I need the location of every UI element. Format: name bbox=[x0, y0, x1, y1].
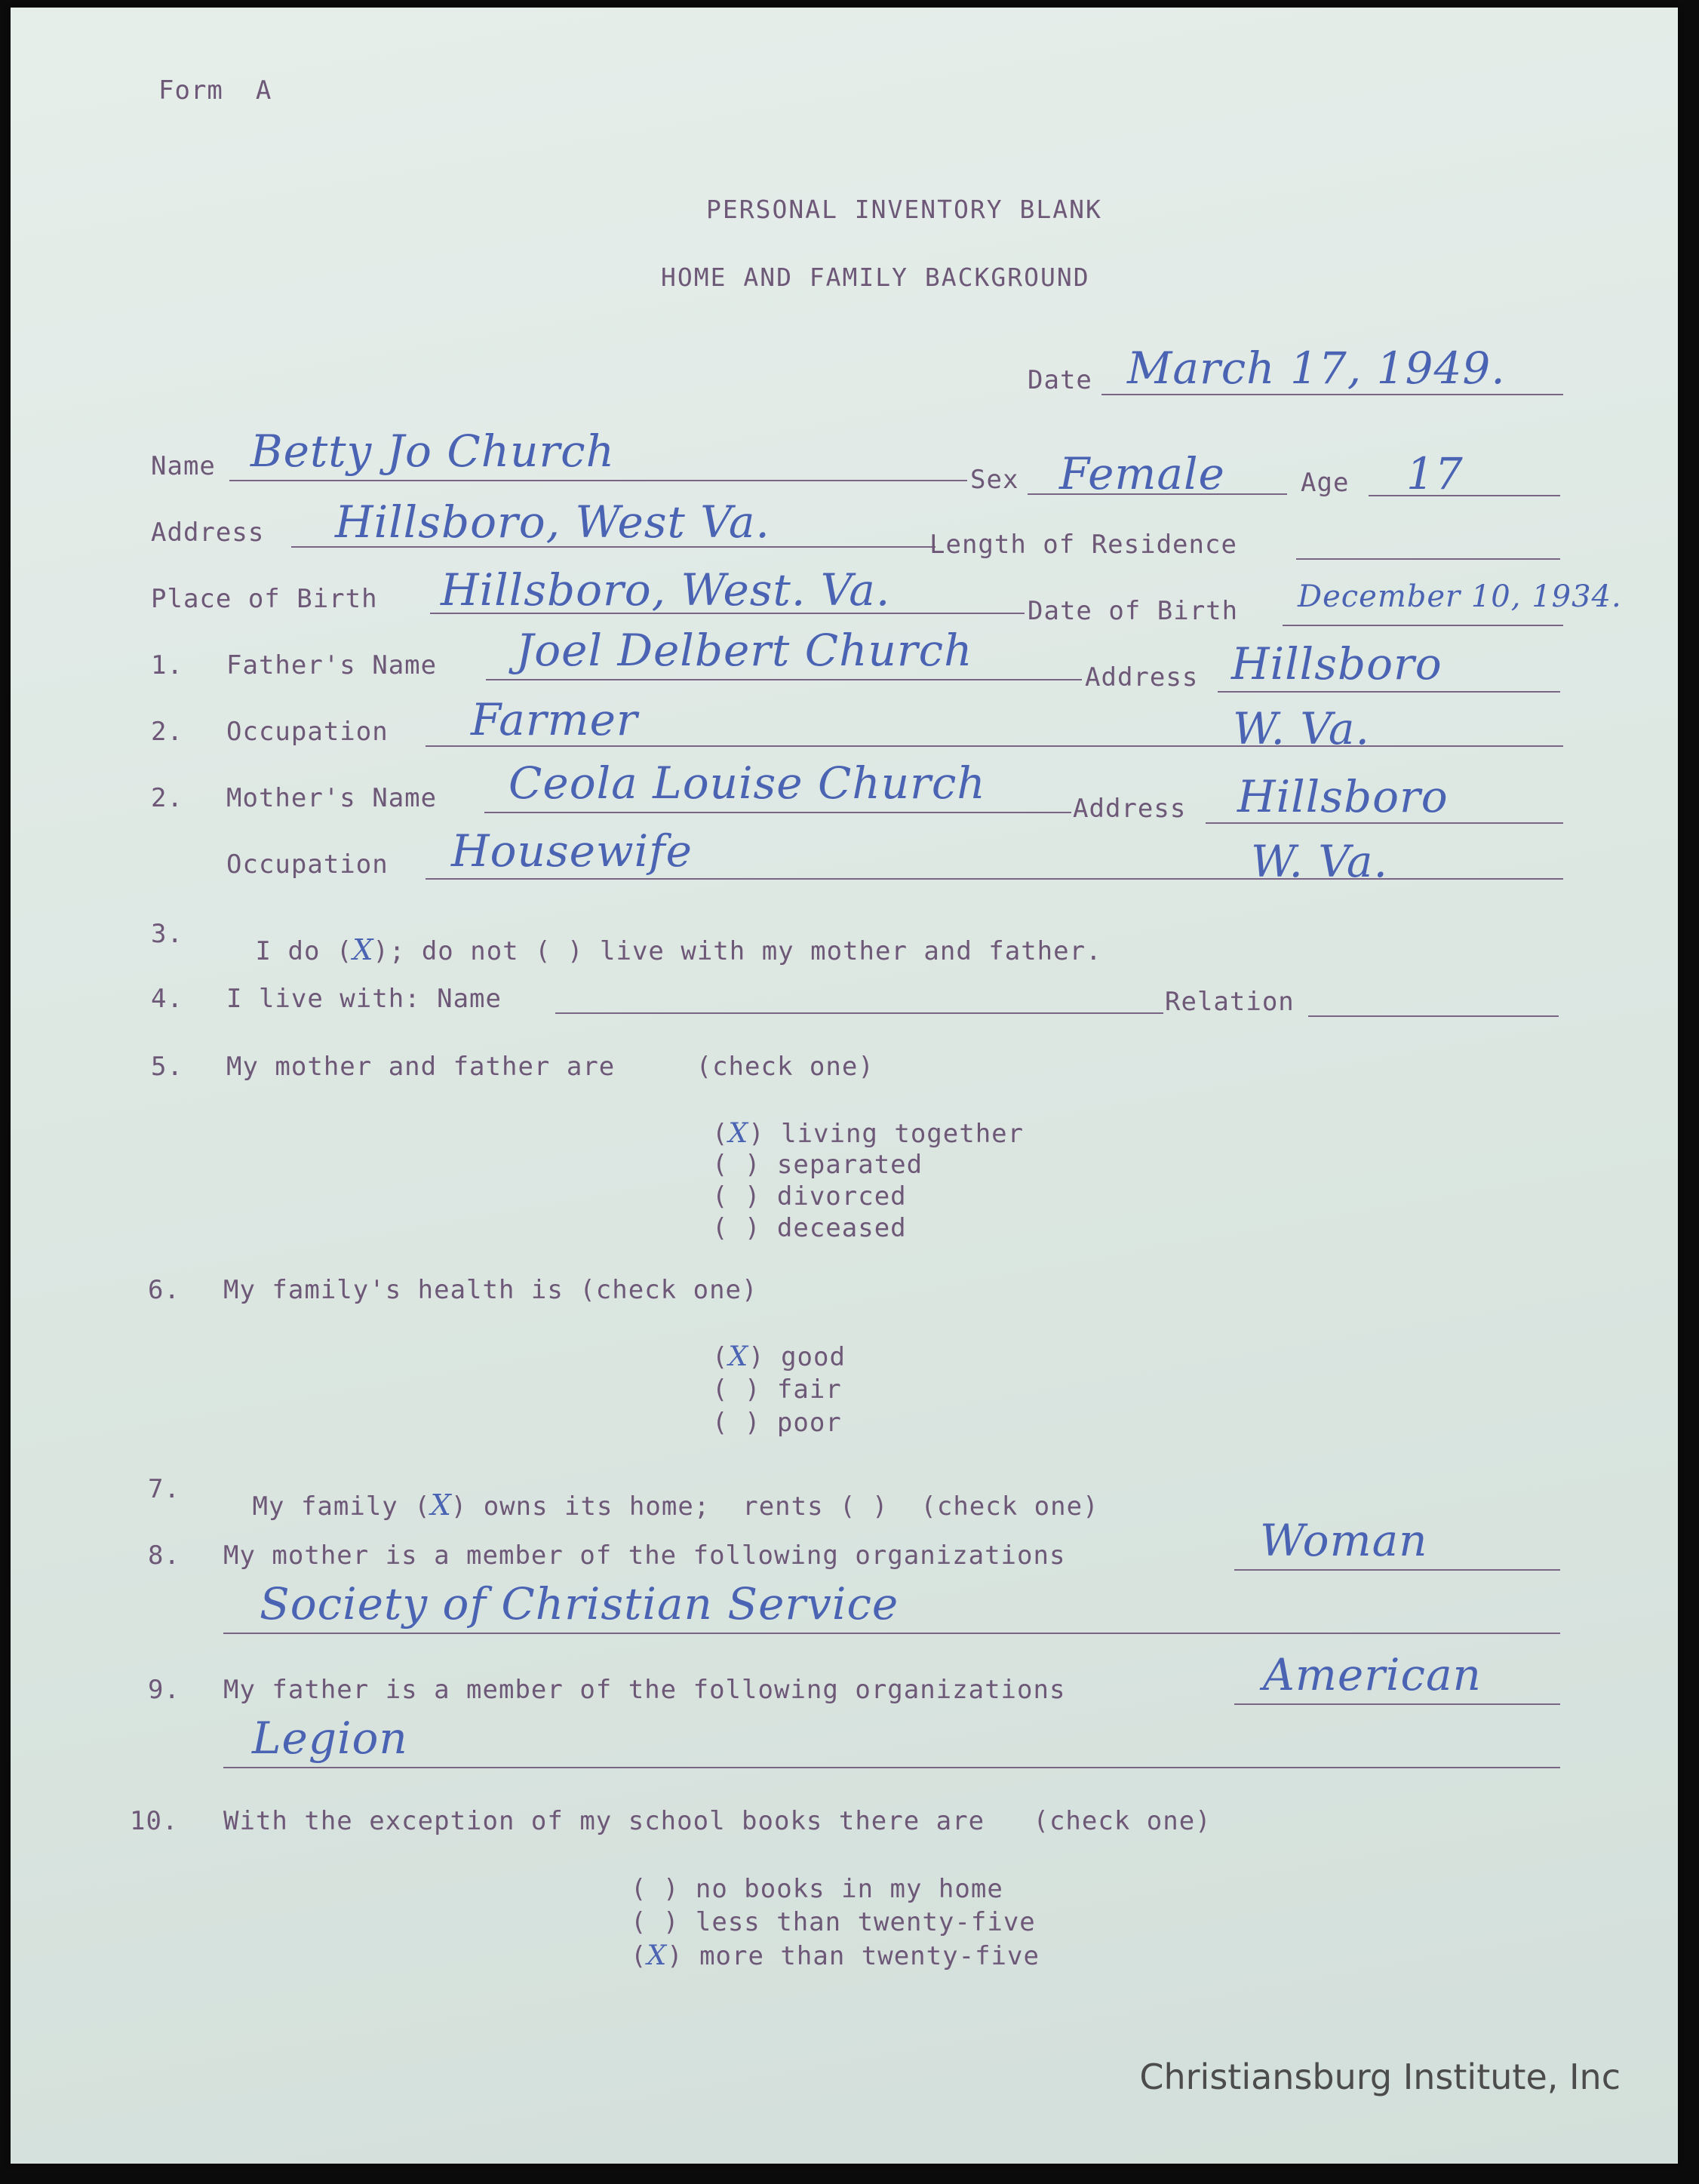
date-of-birth-line bbox=[1283, 625, 1563, 626]
father-address-line bbox=[1218, 691, 1560, 693]
mother-address-value-2: W. Va. bbox=[1251, 836, 1388, 887]
q9-value-2: Legion bbox=[252, 1712, 408, 1764]
sex-value: Female bbox=[1059, 448, 1225, 499]
sex-label: Sex bbox=[970, 465, 1019, 495]
form-label: Form A bbox=[158, 75, 272, 106]
q1-number: 1. bbox=[151, 650, 183, 680]
q4-name-line bbox=[555, 1012, 1163, 1014]
q8-value-1: Woman bbox=[1260, 1515, 1428, 1566]
q8-text: My mother is a member of the following organizations bbox=[223, 1540, 1066, 1571]
q8-number: 8. bbox=[148, 1540, 180, 1571]
q6-option-poor: ( ) poor bbox=[712, 1408, 842, 1438]
q10-option-more-than-25: (X) more than twenty-five bbox=[631, 1940, 1040, 1971]
name-value: Betty Jo Church bbox=[250, 425, 616, 477]
q10-option-more-than-25-mark: X bbox=[647, 1940, 668, 1971]
address-label: Address bbox=[151, 518, 265, 548]
mother-address-value: Hillsboro bbox=[1237, 771, 1449, 822]
q6-option-good-mark: X bbox=[728, 1341, 749, 1372]
q10-option-less-than-25-label: less than twenty-five bbox=[695, 1907, 1036, 1937]
watermark: Christiansburg Institute, Inc bbox=[1139, 2057, 1621, 2097]
q6-number: 6. bbox=[148, 1275, 180, 1305]
document-page bbox=[11, 8, 1678, 2164]
age-value: 17 bbox=[1406, 448, 1464, 499]
q8-line-2 bbox=[223, 1633, 1560, 1634]
mother-occupation-label: Occupation bbox=[226, 849, 389, 880]
q5-option-living-together: (X) living together bbox=[712, 1118, 1025, 1149]
date-of-birth-value: December 10, 1934. bbox=[1298, 579, 1622, 614]
q5-option-deceased: ( ) deceased bbox=[712, 1213, 907, 1243]
father-address-label: Address bbox=[1085, 662, 1199, 693]
father-name-value: Joel Delbert Church bbox=[516, 625, 973, 676]
q10-text: With the exception of my school books there are (check one) bbox=[223, 1806, 1212, 1836]
q5-option-living-together-mark: X bbox=[728, 1118, 749, 1149]
mother-occupation-value: Housewife bbox=[451, 825, 693, 877]
q8-value-2: Society of Christian Service bbox=[260, 1578, 899, 1630]
q3-text-b: ); do not ( ) live with my mother and father. bbox=[373, 936, 1102, 966]
date-line bbox=[1101, 394, 1563, 395]
name-label: Name bbox=[151, 451, 216, 481]
mother-name-label: Mother's Name bbox=[226, 783, 438, 813]
q4-relation-label: Relation bbox=[1165, 987, 1295, 1017]
length-of-residence-line bbox=[1296, 558, 1560, 560]
q7-text bbox=[223, 1474, 1099, 1536]
q7-text-b: ) owns its home; rents ( ) (check one) bbox=[450, 1491, 1099, 1522]
date-of-birth-label: Date of Birth bbox=[1028, 596, 1239, 626]
q10-option-more-than-25-label: more than twenty-five bbox=[699, 1941, 1040, 1971]
q4-relation-line bbox=[1308, 1015, 1559, 1017]
form-subtitle: HOME AND FAMILY BACKGROUND bbox=[661, 263, 1090, 292]
q5-option-deceased-label: deceased bbox=[776, 1213, 907, 1243]
father-name-line bbox=[486, 679, 1082, 680]
q2-number: 2. bbox=[151, 717, 183, 747]
q10-option-less-than-25: ( ) less than twenty-five bbox=[631, 1907, 1036, 1937]
date-value: March 17, 1949. bbox=[1127, 342, 1506, 394]
mother-address-label: Address bbox=[1073, 794, 1187, 824]
q5-number: 5. bbox=[151, 1052, 183, 1082]
father-occupation-line bbox=[426, 745, 1563, 747]
father-occupation-value: Farmer bbox=[471, 694, 638, 745]
q5-option-divorced: ( ) divorced bbox=[712, 1181, 907, 1212]
q5-option-separated-label: separated bbox=[776, 1150, 923, 1180]
q6-option-poor-label: poor bbox=[776, 1408, 842, 1438]
q6-option-good: (X) good bbox=[712, 1341, 846, 1372]
mother-name-value: Ceola Louise Church bbox=[508, 757, 986, 809]
length-of-residence-label: Length of Residence bbox=[929, 530, 1237, 560]
q5-text: My mother and father are (check one) bbox=[226, 1052, 874, 1082]
q10-number: 10. bbox=[130, 1806, 179, 1836]
q9-text: My father is a member of the following organizations bbox=[223, 1675, 1066, 1705]
q7-number: 7. bbox=[148, 1474, 180, 1504]
q5-option-living-together-label: living together bbox=[781, 1119, 1025, 1149]
q7-text-a: My family ( bbox=[252, 1491, 431, 1522]
age-line bbox=[1369, 495, 1560, 496]
mother-name-line bbox=[484, 812, 1071, 813]
father-name-label: Father's Name bbox=[226, 650, 438, 680]
mother-occupation-line bbox=[426, 878, 1563, 880]
q9-value-1: American bbox=[1263, 1649, 1482, 1700]
q5-option-divorced-label: divorced bbox=[776, 1181, 907, 1212]
father-occupation-label: Occupation bbox=[226, 717, 389, 747]
q8-line-1 bbox=[1234, 1569, 1560, 1571]
form-title: PERSONAL INVENTORY BLANK bbox=[706, 195, 1102, 224]
q6-option-good-label: good bbox=[781, 1342, 846, 1372]
q3-text bbox=[226, 919, 1102, 981]
q7-mark: X bbox=[430, 1488, 451, 1522]
q4-text: I live with: Name bbox=[226, 984, 502, 1014]
q3-text-a: I do ( bbox=[255, 936, 353, 966]
q9-line-1 bbox=[1234, 1703, 1560, 1705]
q10-option-no-books-label: no books in my home bbox=[695, 1874, 1003, 1904]
father-address-value: Hillsboro bbox=[1231, 638, 1442, 690]
place-of-birth-value: Hillsboro, West. Va. bbox=[441, 564, 891, 616]
father-address-value-2: W. Va. bbox=[1233, 703, 1370, 754]
q3-number: 3. bbox=[151, 919, 183, 949]
q9-number: 9. bbox=[148, 1675, 180, 1705]
q9-line-2 bbox=[223, 1767, 1560, 1768]
q10-option-no-books: ( ) no books in my home bbox=[631, 1874, 1003, 1904]
q6-text: My family's health is (check one) bbox=[223, 1275, 758, 1305]
age-label: Age bbox=[1301, 468, 1350, 498]
q6-option-fair-label: fair bbox=[776, 1375, 842, 1405]
q2-mother-number: 2. bbox=[151, 783, 183, 813]
name-line bbox=[229, 480, 967, 481]
q3-mark: X bbox=[352, 933, 373, 966]
q4-number: 4. bbox=[151, 984, 183, 1014]
place-of-birth-label: Place of Birth bbox=[151, 584, 378, 614]
mother-address-line bbox=[1206, 822, 1563, 824]
q6-option-fair: ( ) fair bbox=[712, 1375, 842, 1405]
q5-option-separated: ( ) separated bbox=[712, 1150, 923, 1180]
address-value: Hillsboro, West Va. bbox=[335, 496, 770, 548]
date-label: Date bbox=[1028, 365, 1092, 395]
